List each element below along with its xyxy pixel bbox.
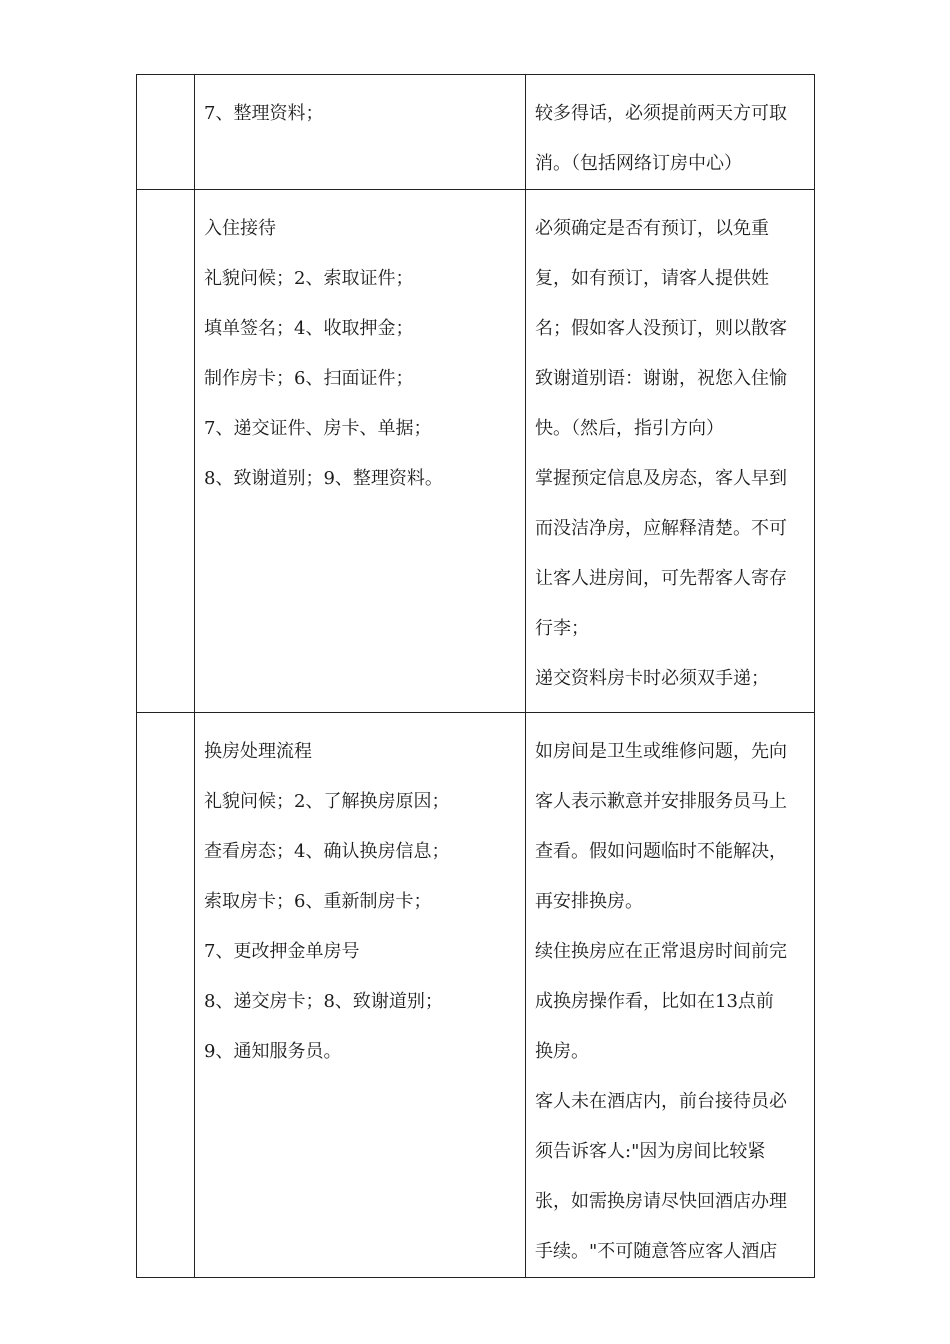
- steps-cell: [195, 75, 526, 190]
- note-line: 掌握预定信息及房态，客人早到: [535, 468, 787, 489]
- note-line: 换房。: [535, 1041, 589, 1062]
- note-line: 续住换房应在正常退房时间前完: [535, 941, 787, 962]
- note-line: 而没洁净房，应解释清楚。不可: [535, 518, 787, 539]
- note-line: 须告诉客人:"因为房间比较紧: [535, 1141, 766, 1162]
- note-line: 如房间是卫生或维修问题，先向: [535, 741, 787, 762]
- section-title: 换房处理流程: [204, 741, 312, 762]
- note-line: 致谢道别语：谢谢，祝您入住愉: [535, 368, 787, 389]
- step-line: 8、致谢道别；9、整理资料。: [204, 468, 443, 489]
- step-line: 礼貌问候；2、索取证件；: [204, 268, 414, 289]
- step-line: 8、递交房卡；8、致谢道别；: [204, 991, 443, 1012]
- note-line: 让客人进房间，可先帮客人寄存: [535, 568, 787, 589]
- steps-cell: [195, 713, 526, 1278]
- index-cell: [137, 75, 195, 190]
- steps-cell: [195, 190, 526, 713]
- note-line: 查看。假如问题临时不能解决，: [535, 841, 787, 862]
- note-line: 名；假如客人没预订，则以散客: [535, 318, 787, 339]
- note-line: 客人表示歉意并安排服务员马上: [535, 791, 787, 812]
- note-line: 张，如需换房请尽快回酒店办理: [535, 1191, 787, 1212]
- notes-cell: [526, 713, 815, 1278]
- note-line: 成换房操作看，比如在13点前: [535, 991, 774, 1012]
- note-line: 消。（包括网络订房中心）: [535, 153, 742, 174]
- notes-cell: [526, 190, 815, 713]
- section-title: 入住接待: [204, 218, 276, 239]
- note-line: 复，如有预订，请客人提供姓: [535, 268, 769, 289]
- note-line: 快。（然后，指引方向）: [535, 418, 724, 439]
- step-line: 7、更改押金单房号: [204, 941, 360, 962]
- note-line: 行李；: [535, 618, 589, 639]
- note-line: 较多得话，必须提前两天方可取: [535, 103, 787, 124]
- step-line: 9、通知服务员。: [204, 1041, 342, 1062]
- step-line: 制作房卡；6、扫面证件；: [204, 368, 414, 389]
- note-line: 递交资料房卡时必须双手递；: [535, 668, 769, 689]
- step-line: 填单签名；4、收取押金；: [204, 318, 414, 339]
- table-row: [137, 190, 815, 713]
- note-line: 手续。"不可随意答应客人酒店: [535, 1241, 778, 1262]
- step-line: 7、递交证件、房卡、单据；: [204, 418, 432, 439]
- procedure-table: [136, 74, 815, 1278]
- note-line: 必须确定是否有预订，以免重: [535, 218, 769, 239]
- index-cell: [137, 190, 195, 713]
- notes-cell: [526, 75, 815, 190]
- index-cell: [137, 713, 195, 1278]
- step-line: 7、整理资料；: [204, 103, 324, 124]
- step-line: 索取房卡；6、重新制房卡；: [204, 891, 432, 912]
- table-row: [137, 713, 815, 1278]
- step-line: 礼貌问候；2、了解换房原因；: [204, 791, 450, 812]
- note-line: 再安排换房。: [535, 891, 643, 912]
- step-line: 查看房态；4、确认换房信息；: [204, 841, 450, 862]
- table-row: [137, 75, 815, 190]
- note-line: 客人未在酒店内，前台接待员必: [535, 1091, 787, 1112]
